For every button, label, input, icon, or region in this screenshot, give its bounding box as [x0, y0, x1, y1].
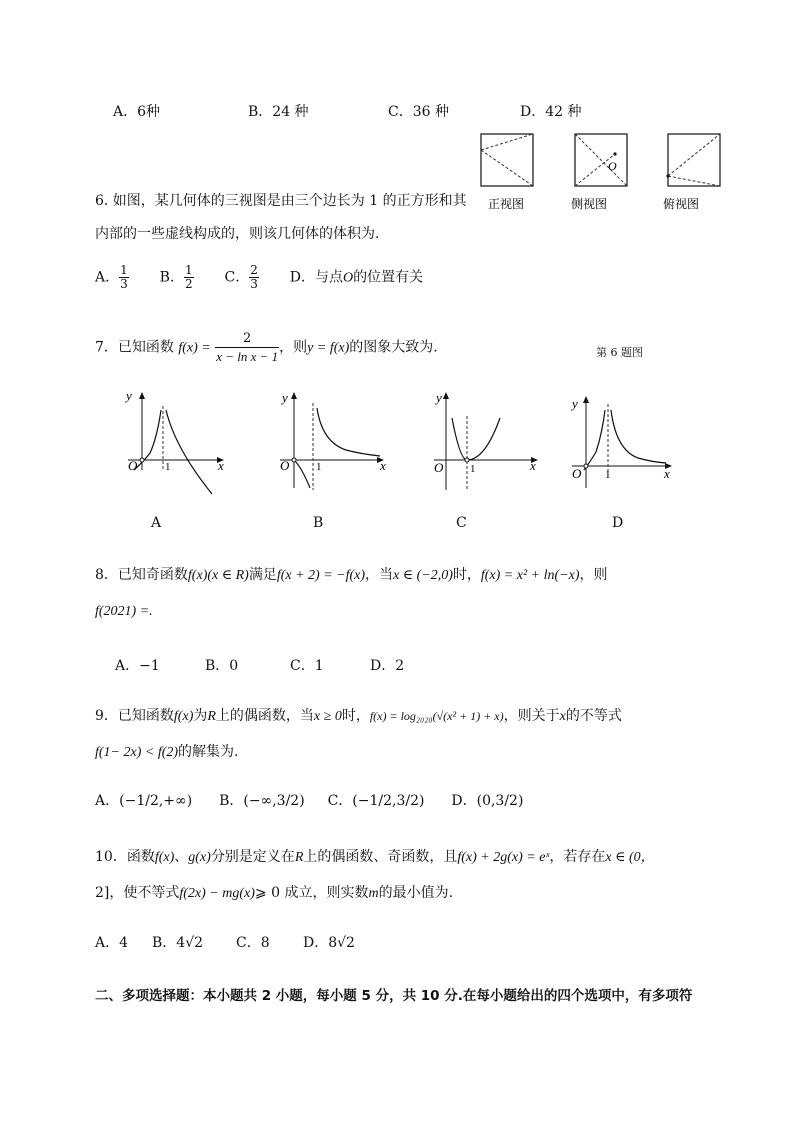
q5-option-a: A．6种: [113, 104, 161, 120]
q6-option-d-label: D．与点: [289, 269, 344, 286]
q9-option-c-label: C．: [327, 793, 353, 809]
view-label-top: 俯视图: [663, 197, 700, 211]
q6-option-a: $\frac{1}{3}$: [120, 263, 128, 291]
q9-t3: 时，: [341, 708, 370, 724]
q10-gx: g(x): [188, 850, 211, 865]
view-label-side: 侧视图: [571, 197, 608, 211]
q10-t6: 的最小值为.: [378, 885, 454, 901]
top-view: [666, 134, 720, 186]
q7-numerator: 2: [215, 330, 279, 348]
q10-prefix: 10．函数: [95, 849, 155, 865]
q10-t1: 、: [174, 849, 189, 865]
q6-option-a-label: A．: [95, 269, 120, 286]
q6-option-c-label: C．: [224, 269, 250, 286]
q9-option-b: (−∞,3/2): [243, 793, 305, 809]
q7-middle: ，则: [279, 339, 308, 356]
graph-c-label: C: [456, 515, 467, 531]
graph-b-y-label: y: [282, 390, 288, 405]
section-2-heading: 二、多项选择题：本小题共 2 小题，每小题 5 分，共 10 分.在每小题给出的四个选项中，有多项符: [95, 988, 693, 1004]
q6-option-b: $\frac{1}{2}$: [184, 263, 193, 291]
q10-option-d: D．8√2: [303, 935, 355, 951]
q8-t1: 满足: [248, 567, 277, 583]
q10-option-c: C．8: [236, 935, 270, 951]
graph-c-x-label: x: [530, 458, 536, 473]
q10-t3: 上的偶函数、奇函数，且: [303, 849, 458, 865]
graph-b-origin: O: [280, 458, 290, 473]
q9-def: f(x) = log₂₀₂₀(√(x² + 1) + x): [369, 709, 504, 723]
q9-stem-line1: [95, 705, 622, 725]
q10-ineq: f(2x) − mg(x): [179, 886, 255, 901]
q10-eq: f(x) + 2g(x) = eˣ: [457, 850, 550, 865]
q5-option-d: D．42 种: [520, 104, 582, 120]
q10-t4: ，若存在: [549, 849, 606, 865]
q9-R: R: [207, 709, 216, 724]
q7-prefix: 7．已知函数: [95, 339, 174, 356]
q8-cond: f(x + 2) = −f(x): [276, 568, 366, 583]
q8-stem-line1: [95, 564, 607, 584]
q8-option-d: D．2: [370, 658, 405, 674]
graph-d: [568, 392, 678, 492]
q10-range-start: x ∈ (0，: [605, 850, 655, 865]
graph-b-tick: 1: [316, 461, 322, 473]
q8-t3: 时，: [452, 567, 481, 583]
q7-suffix: 的图象大致为.: [349, 339, 438, 356]
q8-option-c: C．1: [290, 658, 324, 674]
graph-c-y-label: y: [436, 390, 442, 405]
q8-prefix: 8．已知奇函数: [95, 567, 188, 583]
q10-stem-line2: [95, 882, 453, 902]
q9-t5: 的不等式: [565, 708, 622, 724]
q7-fraction: [215, 330, 279, 365]
q10-fx: f(x): [154, 850, 175, 865]
graph-a-y-label: y: [126, 388, 132, 403]
graph-b: [276, 388, 396, 498]
q6-option-d-var: O: [343, 270, 354, 286]
q9-option-d-label: D．: [451, 793, 477, 809]
graph-c-origin: O: [434, 460, 444, 475]
q8-fx: f(x)(x ∈ R): [187, 568, 249, 583]
q9-options: [95, 790, 523, 810]
q6-option-b-label: B．: [159, 269, 184, 286]
q9-option-c: (−1/2,3/2): [352, 793, 425, 809]
q8-t4: ，则: [579, 567, 608, 583]
q9-ineq: f(1− 2x) < f(2): [95, 745, 179, 760]
graph-a-tick: 1: [165, 461, 171, 473]
q5-option-b: B．24 种: [248, 104, 309, 120]
graph-b-label: B: [313, 515, 324, 531]
q8-def: f(x) = x² + ln(−x): [480, 568, 580, 583]
graph-d-y-label: y: [572, 396, 578, 411]
q9-fx: f(x): [173, 709, 194, 724]
q9-t4: ，则关于: [503, 708, 560, 724]
q10-t2: 分别是定义在: [210, 849, 295, 865]
q6-stem-line1: 6. 如图，某几何体的三视图是由三个边长为 1 的正方形和其: [95, 193, 467, 209]
q7-lhs: f(x) =: [178, 340, 211, 356]
q6-stem-line2: 内部的一些虚线构成的，则该几何体的体积为.: [95, 226, 380, 242]
q9-option-d: (0,3/2): [476, 793, 524, 809]
side-view-point-label: O: [608, 159, 617, 173]
q7-expr: y = f(x): [307, 340, 350, 356]
q8-stem-line2: f(2021) =.: [95, 604, 153, 619]
graph-c: [430, 388, 550, 498]
q7-stem: [95, 330, 438, 365]
graph-a-label: A: [151, 515, 162, 531]
graph-d-label: D: [612, 515, 624, 531]
side-view: [575, 134, 627, 186]
q10-option-b: B．4√2: [152, 935, 204, 951]
q9-t2: 上的偶函数，当: [215, 708, 314, 724]
q10-line2-start: 2]，使不等式: [95, 885, 180, 901]
graph-b-x-label: x: [380, 458, 386, 473]
q8-option-b: B．0: [205, 658, 239, 674]
q10-option-a: A．4: [95, 935, 129, 951]
graph-d-origin: O: [572, 466, 582, 481]
view-label-front: 正视图: [488, 197, 525, 211]
q9-option-a-label: A．: [95, 793, 120, 809]
q9-prefix: 9．已知函数: [95, 708, 174, 724]
q9-option-a: (−1/2,+∞): [119, 793, 193, 809]
q8-range: x ∈ (−2,0): [393, 568, 453, 583]
graph-d-x-label: x: [664, 466, 670, 481]
q8-t2: ，当: [365, 567, 394, 583]
figure-caption: 第 6 题图: [596, 346, 643, 359]
graph-d-tick: 1: [605, 469, 611, 481]
graph-a-x-label: x: [218, 458, 224, 473]
q8-option-a: A．−1: [115, 658, 160, 674]
q9-t1: 为: [193, 708, 208, 724]
q6-option-c: $\frac{2}{3}$: [250, 263, 258, 291]
q10-stem-line1: [95, 846, 655, 866]
graph-a: [120, 388, 240, 498]
q10-R: R: [294, 850, 304, 865]
q7-denominator: x − ln x − 1: [216, 349, 279, 364]
q5-option-c: C．36 种: [388, 104, 449, 120]
three-views-figure: [476, 128, 736, 220]
q9-line2-suffix: 的解集为.: [178, 744, 239, 760]
graph-a-origin: O: [128, 458, 138, 473]
q6-options: [95, 264, 423, 291]
q10-t5: ⩾ 0 成立，则实数: [254, 885, 369, 901]
q9-stem-line2: [95, 741, 239, 761]
q6-option-d-suffix: 的位置有关: [353, 269, 424, 286]
q10-m: m: [368, 886, 379, 901]
q9-cond: x ≥ 0: [313, 709, 342, 724]
front-view: [481, 134, 533, 186]
q9-x: x: [559, 709, 566, 724]
graph-c-tick: 1: [470, 463, 476, 475]
q9-option-b-label: B．: [219, 793, 244, 809]
